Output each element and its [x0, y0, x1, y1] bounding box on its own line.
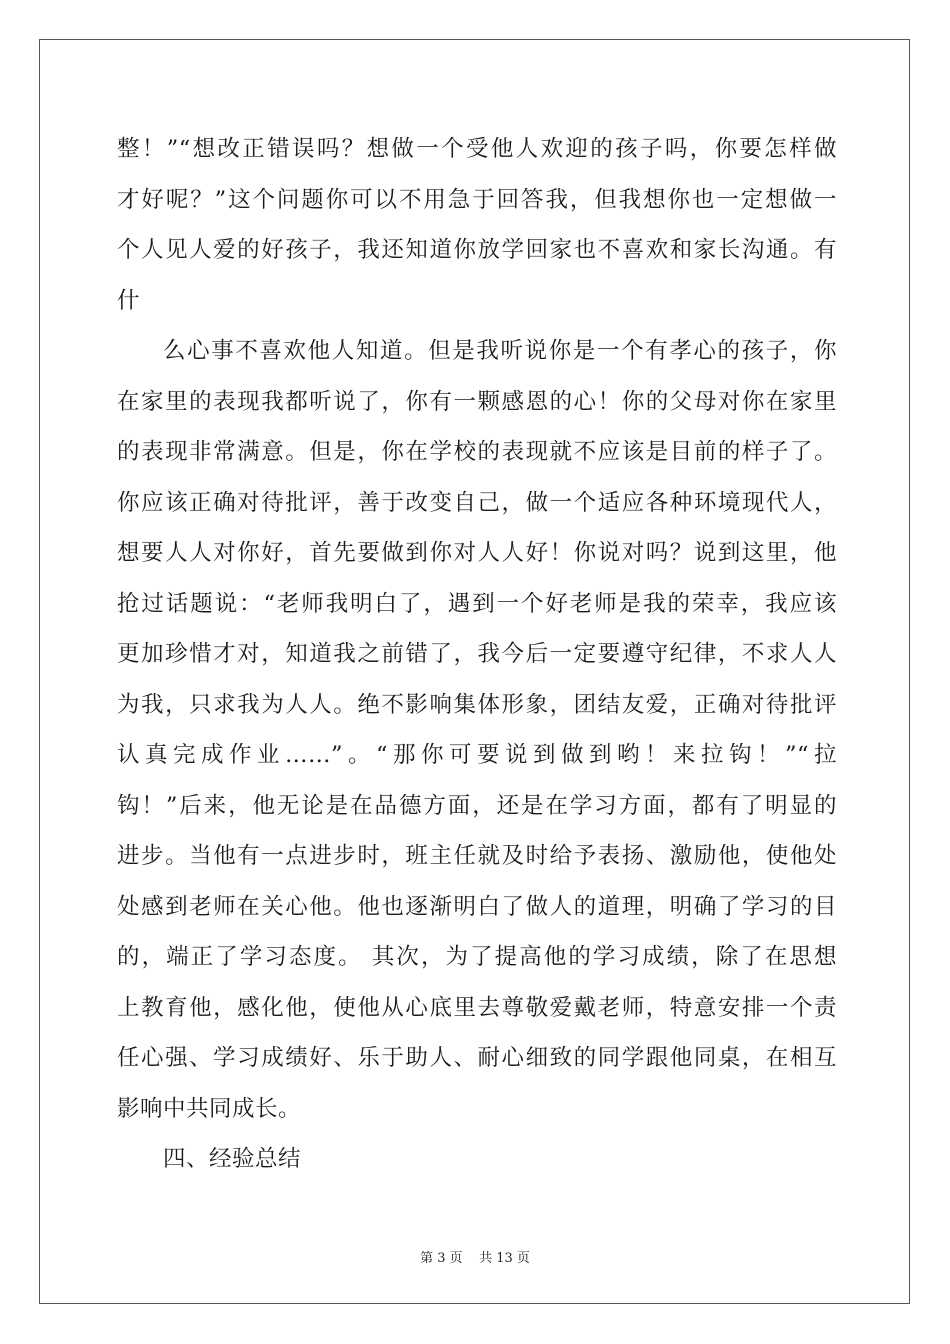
text-line: 个人见人爱的好孩子，我还知道你放学回家也不喜欢和家长沟通。有 — [117, 237, 837, 263]
text-line: 处感到老师在关心他。他也逐渐明白了做人的道理，明确了学习的目 — [117, 893, 837, 920]
text-line: 么心事不喜欢他人知道。但是我听说你是一个有孝心的孩子，你 — [163, 338, 837, 364]
text-line: 抢过话题说：“老师我明白了，遇到一个好老师是我的荣幸，我应该 — [117, 590, 837, 617]
text-line: 整！”“想改正错误吗？想做一个受他人欢迎的孩子吗，你要怎样做 — [117, 136, 837, 162]
text-line: 为我，只求我为人人。绝不影响集体形象，团结友爱，正确对待批评 — [117, 691, 837, 718]
text-line: 的表现非常满意。但是，你在学校的表现就不应该是目前的样子了。 — [117, 439, 837, 465]
text-line: 更加珍惜才对，知道我之前错了，我今后一定要遵守纪律，不求人人 — [117, 641, 837, 667]
document-body — [117, 124, 837, 1185]
text-line: 想要人人对你好，首先要做到你对人人好！你说对吗？说到这里，他 — [117, 540, 837, 566]
text-line: 进步。当他有一点进步时，班主任就及时给予表扬、激励他，使他处 — [117, 843, 837, 869]
text-line: 钩！”后来，他无论是在品德方面，还是在学习方面，都有了明显的 — [117, 792, 837, 819]
page-number-footer: 第 3 页 共 13 页 — [420, 1251, 530, 1266]
text-line: 上教育他，感化他，使他从心底里去尊敬爱戴老师，特意安排一个责 — [117, 994, 837, 1021]
text-line: 四、经验总结 — [163, 1146, 302, 1172]
text-line: 认真完成作业……”。“那你可要说到做到哟！来拉钩！”“拉 — [117, 742, 837, 768]
text-line: 的，端正了学习态度。 其次，为了提高他的学习成绩，除了在思想 — [117, 944, 837, 970]
text-line: 影响中共同成长。 — [117, 1095, 302, 1122]
text-line: 什 — [117, 287, 141, 314]
text-line: 任心强、学习成绩好、乐于助人、耐心细致的同学跟他同桌，在相互 — [117, 1045, 837, 1071]
text-line: 才好呢？”这个问题你可以不用急于回答我，但我想你也一定想做一 — [117, 186, 837, 213]
text-line: 你应该正确对待批评，善于改变自己，做一个适应各种环境现代人， — [117, 489, 837, 516]
text-line: 在家里的表现我都听说了，你有一颗感恩的心！你的父母对你在家里 — [117, 388, 837, 415]
